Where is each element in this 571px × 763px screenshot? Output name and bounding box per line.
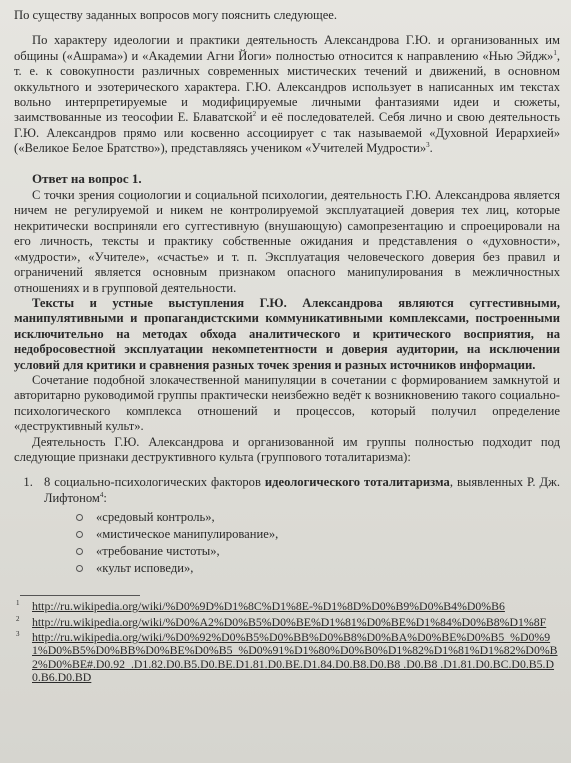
footnote-number: 2 [16,614,20,623]
footnote-2 [14,616,560,629]
footnotes [14,600,560,684]
document-body [14,8,560,687]
footnote-number: 1 [16,599,20,608]
factor-sublist [74,509,560,577]
criteria-list [14,475,560,577]
footnote-link-2[interactable]: http://ru.wikipedia.org/wiki/%D0%A2%D0%B5%D0%BE%D1%81%D0%BE%D1%84%D0%B8%D1%8F [32,614,547,629]
footnote-ref-1[interactable]: 1 [553,48,557,57]
footnote-number: 3 [16,630,20,638]
list-item: «средовый контроль», [74,509,560,526]
footnote-link-3[interactable]: http://ru.wikipedia.org/wiki/%D0%92%D0%B5%D0%BB%D0%B8%D0%BA%D0%BE%D0%B5_%D0%91%D0%B5%D0%BB%D0%BE%D0%B5_%D0%91%D1%80%D0%B0%D1%82%D1%81%D1%82%D0%B2%D0%BE#.D0.92_.D1.82.D0.B5.D0.BE.D1.81.D0.BE.D1.84.D0.B8.D0.B8 .D0.B8 .D1.81.D0.BC.D0.B5.D0.B6.D0.BD [32,630,558,685]
paragraph-criteria: Деятельность Г.Ю. Александрова и организованной им группы полностью подходит под следующие признаки деструктивного культа (группового тоталитаризма): [14,434,560,464]
footnote-ref-4[interactable]: 4 [99,490,104,499]
paragraph-ideology: По характеру идеологии и практики деятельность Александрова Г.Ю. и организованных им общины («Ашрама») и «Академии Агни Йоги» полностью относится к направлению «Нью Эйдж»$^1$, т. е. к совокупности различных современных мистических течений и движений, в основном оккультного и эзотерического характера. Г.Ю. Александров использует в написанных им текстах вольно интерпретируемые и модифицируемые личными фантазиями идеи и сюжеты, заимствованные из теософии Е. Блаватской$^2$ и её последователей. Себя лично и свою деятельность Г.Ю. Александров прямо или косвенно ассоциирует с так называемой «Духовной Иерархией» («Великое Белое Братство»), представляясь учеником «Учителей Мудрости»$^3$. [14,33,560,156]
intro-line: По существу заданных вопросов могу пояснить следующее. [14,8,338,22]
list-item: 1. 8 социально-психологических факторов идеологического тоталитаризма, выявленных Р. Дж. Лифтоном$^4$: «средовый контроль», «мистическое манипулирование», «требование чистоты», «культ исповеди», [36,475,560,577]
list-item: «мистическое манипулирование», [74,526,560,543]
footnote-1 [14,600,560,613]
list-item: «культ исповеди», [74,560,560,577]
footnote-divider [20,595,140,596]
paragraph-bold-thesis: Тексты и устные выступления Г.Ю. Александрова являются суггестивными, манипулятивными и пропагандистскими коммуникативными комплексами, построенными исключительно на методах обхода аналитического и критического восприятия, на недобросовестной эксплуатации некомпетентности и доверия аудитории, на исключении условий для критики и сравнения разных точек зрения и разных источников информации. [14,295,560,372]
paragraph-cult: Сочетание подобной злокачественной манипуляции в сочетании с формированием замкнутой и авторитарно руководимой группы практически неизбежно ведёт к возникновению такого социально-психологического комплекса отношений и процессов, который получил определение «деструктивный культ». [14,372,560,434]
answer-heading: Ответ на вопрос 1. [32,170,142,186]
paragraph-sociology: С точки зрения социологии и социальной психологии, деятельность Г.Ю. Александрова является ничем не регулируемой и никем не контролируемой эксплуатацией доверия тех лиц, которые некритически восприняли его суггестивную (внушающую) самопрезентацию и спроецировали на его личность, тексты и практику собственные ожидания и представления о «духовности», «мудрости», «Учителе», «счастье» и т. п. Эксплуатация человеческого доверия без правил и ограничений является основным признаком опасного манипулирования в межличностных отношениях и в групповой деятельности. [14,188,560,295]
footnote-3 [14,631,560,685]
footnote-ref-3[interactable]: 3 [426,141,430,150]
footnote-ref-2[interactable]: 2 [252,110,257,119]
list-item: «требование чистоты», [74,543,560,560]
footnote-link-1[interactable]: http://ru.wikipedia.org/wiki/%D0%9D%D1%8C%D1%8E-%D1%8D%D0%B9%D0%B4%D0%B6 [32,599,505,614]
